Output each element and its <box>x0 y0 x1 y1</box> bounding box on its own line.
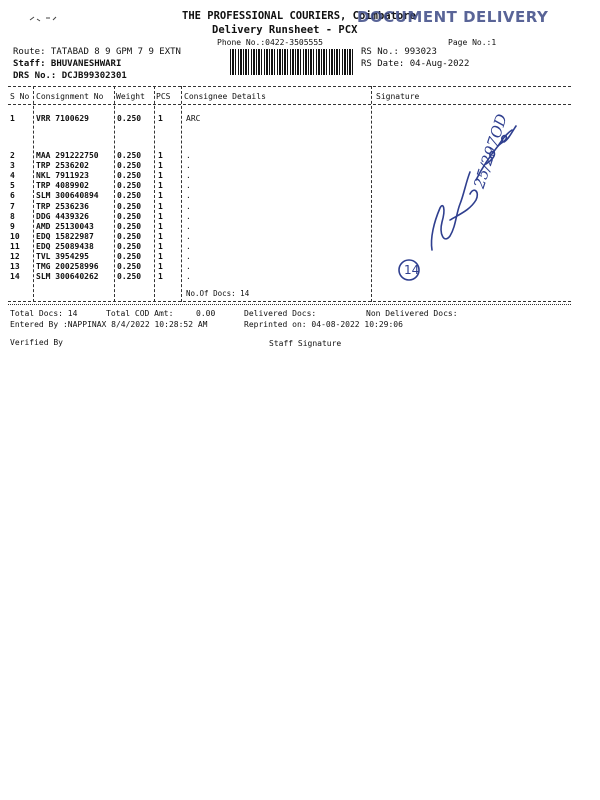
weight-cell: 0.250 <box>117 211 142 221</box>
consignment-cell: TRP 4089902 <box>36 181 89 191</box>
handwritten-count: 14 <box>404 263 420 277</box>
pcs-cell: 1 <box>158 231 163 241</box>
header-consignee-details: Consignee Details <box>184 92 266 101</box>
consignee-cell: . <box>186 221 191 231</box>
header-consignment: Consignment No <box>36 92 104 101</box>
consignment-cell: EDQ 15822987 <box>36 231 94 241</box>
weight-cell: 0.250 <box>117 252 142 261</box>
weight-cell: 0.250 <box>117 181 142 191</box>
sno-cell: 1 <box>10 114 15 123</box>
pcs-cell: 1 <box>158 161 163 171</box>
staff-signature-label: Staff Signature <box>269 339 342 348</box>
pcs-cell: 1 <box>158 114 163 123</box>
sno-cell: 7 <box>10 201 15 211</box>
pcs-cell: 1 <box>158 151 163 160</box>
header-sno: S No <box>10 92 30 101</box>
consignment-cell: AMD 25130043 <box>36 221 94 231</box>
consignment-cell: TVL 3954295 <box>36 252 89 261</box>
weight-cell: 0.250 <box>117 272 142 282</box>
company-title: THE PROFESSIONAL COURIERS, Coimbatore <box>182 10 416 22</box>
sno-cell: 12 <box>10 252 20 261</box>
sno-cell: 6 <box>10 191 15 201</box>
consignment-cell: VRR 7100629 <box>36 114 89 123</box>
no-of-docs: No.Of Docs: 14 <box>186 289 250 298</box>
sno-cell: 8 <box>10 211 15 221</box>
header-weight: Weight <box>116 92 145 101</box>
handwritten-note: 25/297OD <box>470 111 511 191</box>
weight-cell: 0.250 <box>117 171 142 181</box>
weight-cell: 0.250 <box>117 241 142 251</box>
consignee-cell: . <box>186 231 191 241</box>
consignment-cell: NKL 7911923 <box>36 171 89 181</box>
sno-cell: 3 <box>10 161 15 171</box>
sno-cell: 14 <box>10 272 20 282</box>
entered-by: Entered By :NAPPINAX 8/4/2022 10:28:52 AM <box>10 320 208 329</box>
sheet-title: Delivery Runsheet - PCX <box>212 24 358 36</box>
rs-number: RS No.: 993023 <box>361 47 437 57</box>
pcs-cell: 1 <box>158 201 163 211</box>
consignee-cell: . <box>186 191 191 201</box>
barcode <box>230 49 354 75</box>
divider <box>8 301 571 302</box>
divider <box>8 304 571 305</box>
sno-cell: 10 <box>10 231 20 241</box>
sno-cell: 9 <box>10 221 15 231</box>
pcs-cell: 1 <box>158 252 163 261</box>
handwritten-signature <box>390 110 565 285</box>
pcs-cell: 1 <box>158 241 163 251</box>
consignee-cell: ARC <box>186 114 201 123</box>
consignee-cell: . <box>186 201 191 211</box>
weight-cell: 0.250 <box>117 161 142 171</box>
total-cod-label: Total COD Amt: <box>106 309 174 318</box>
consignment-cell: DDG 4439326 <box>36 211 89 221</box>
pcs-cell: 1 <box>158 171 163 181</box>
sno-cell: 13 <box>10 262 20 272</box>
non-delivered-docs: Non Delivered Docs: <box>366 309 458 318</box>
sno-cell: 11 <box>10 241 20 251</box>
pcs-cell: 1 <box>158 221 163 231</box>
header-signature: Signature <box>376 92 420 101</box>
phone-number: Phone No.:0422-3505555 <box>217 38 323 47</box>
consignee-cell: . <box>186 171 191 181</box>
staff-name: Staff: BHUVANESHWARI <box>13 59 122 69</box>
total-cod-value: 0.00 <box>196 309 216 318</box>
consignee-cell: . <box>186 151 191 160</box>
header-pcs: PCS <box>156 92 171 101</box>
rs-date: RS Date: 04-Aug-2022 <box>361 59 470 69</box>
consignee-cell: . <box>186 161 191 171</box>
consignment-cell: TRP 2536202 <box>36 161 89 171</box>
sno-cell: 5 <box>10 181 15 191</box>
weight-cell: 0.250 <box>117 221 142 231</box>
consignee-cell: . <box>186 211 191 221</box>
page-number: Page No.:1 <box>448 38 497 47</box>
consignment-cell: EDQ 25089438 <box>36 241 94 251</box>
consignee-cell: . <box>186 181 191 191</box>
consignment-cell: SLM 300640262 <box>36 272 99 282</box>
verified-by: Verified By <box>10 338 63 347</box>
pcs-cell: 1 <box>158 181 163 191</box>
pcs-cell: 1 <box>158 211 163 221</box>
weight-cell: 0.250 <box>117 201 142 211</box>
consignment-cell: TMG 200258996 <box>36 262 99 272</box>
sno-cell: 4 <box>10 171 15 181</box>
weight-cell: 0.250 <box>117 191 142 201</box>
weight-cell: 0.250 <box>117 262 142 272</box>
consignment-cell: TRP 2536236 <box>36 201 89 211</box>
document-delivery-stamp: DOCUMENT DELIVERY <box>357 8 549 26</box>
divider <box>8 104 571 105</box>
pcs-cell: 1 <box>158 262 163 272</box>
consignee-cell: . <box>186 262 191 272</box>
consignee-cell: . <box>186 252 191 261</box>
reprinted-on: Reprinted on: 04-08-2022 10:29:06 <box>244 320 403 329</box>
consignee-cell: . <box>186 241 191 251</box>
total-docs: Total Docs: 14 <box>10 309 78 318</box>
route: Route: TATABAD 8 9 GPM 7 9 EXTN <box>13 47 181 57</box>
weight-cell: 0.250 <box>117 114 142 123</box>
weight-cell: 0.250 <box>117 231 142 241</box>
scan-mark <box>28 15 58 23</box>
consignee-cell: . <box>186 272 191 282</box>
delivered-docs: Delivered Docs: <box>244 309 317 318</box>
consignment-cell: MAA 291222750 <box>36 151 99 160</box>
divider <box>8 86 571 87</box>
pcs-cell: 1 <box>158 272 163 282</box>
consignment-cell: SLM 300640894 <box>36 191 99 201</box>
sno-cell: 2 <box>10 151 15 160</box>
drs-number: DRS No.: DCJB99302301 <box>13 71 127 81</box>
pcs-cell: 1 <box>158 191 163 201</box>
weight-cell: 0.250 <box>117 151 142 160</box>
